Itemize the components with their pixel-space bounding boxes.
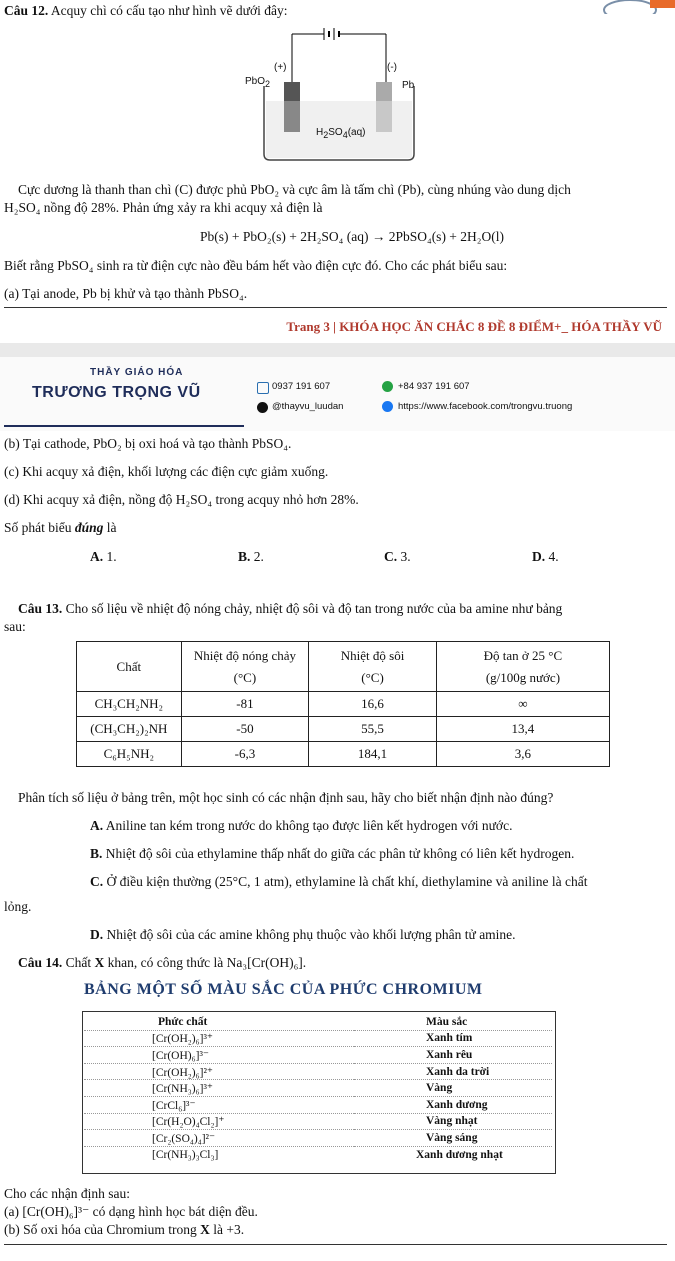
q14-table-title: BẢNG MỘT SỐ MÀU SẮC CỦA PHỨC CHROMIUM	[84, 981, 483, 998]
header-cell	[309, 642, 437, 692]
q14-stmt-b-b: là +3.	[213, 1222, 245, 1237]
q13-option-b[interactable]	[90, 845, 574, 862]
header-melting: Nhiệt độ nóng chảy	[193, 647, 297, 663]
electrolyte-label: $H_2SO_4(aq)$	[316, 127, 366, 140]
cell-melting: -81	[181, 692, 309, 717]
table-row	[77, 742, 610, 767]
teacher-small: THẦY GIÁO HÓA	[90, 367, 184, 378]
q12-heading: Câu 12.	[4, 3, 49, 18]
electrolyte-h: H	[316, 127, 324, 138]
page-footer: Trang 3 | KHÓA HỌC ĂN CHẮC 8 ĐỀ 8 ĐIỂM+_ HÓA THẦY VŨ	[286, 319, 662, 334]
q12-count-text: Số phát biểu	[4, 520, 72, 535]
q14-heading: Câu 14.	[18, 955, 63, 970]
q12-intro-text: Acquy chì có cấu tạo như hình vẽ dưới đây:	[50, 3, 288, 18]
table-row	[84, 1146, 552, 1162]
table-row	[77, 717, 610, 742]
cell-boiling: 55,5	[309, 717, 437, 742]
phone1: 0937 191 607	[272, 381, 331, 392]
q12-option-d[interactable]	[532, 548, 559, 565]
cell-solubility: 13,4	[436, 717, 609, 742]
q14-stmt-b-a: (b) Số oxi hóa của Chromium trong	[4, 1222, 197, 1237]
table-row	[84, 1047, 552, 1064]
q14-table	[84, 1014, 552, 1162]
header-cell	[436, 642, 609, 692]
q13-opt-d-label: D.	[90, 927, 104, 942]
header-underline	[4, 425, 244, 427]
corner-logo	[600, 0, 675, 14]
q13-opt-d-text: Nhiệt độ sôi của các amine không phụ thuộc vào khối lượng phân tử amine.	[106, 927, 516, 942]
table-row	[84, 1096, 552, 1113]
phone2: +84 937 191 607	[398, 381, 470, 392]
teacher-name: TRƯƠNG TRỌNG VŨ	[32, 384, 201, 401]
logo-graphic	[600, 0, 675, 14]
pb-label: Pb	[402, 80, 415, 91]
q13-intro1-text: Cho số liệu về nhiệt độ nóng chảy, nhiệt độ sôi và độ tan trong nước của ba amine như bảng	[65, 601, 563, 616]
facebook-icon	[382, 401, 393, 412]
q14-intro-a: Chất	[65, 955, 92, 970]
q12-desc1: Cực dương là thanh than chì (C) được phủ PbO₂ và cực âm là tấm chì (Pb), cùng nhúng vào dung dịch	[18, 182, 571, 197]
option-b-text: 2.	[253, 549, 264, 564]
q14-complex: [Cr(NH₃)₆]³⁺	[84, 1080, 354, 1097]
q14-intro-b: khan, có công thức là Na₃[Cr(OH)₆].	[107, 955, 307, 970]
option-c-text: 3.	[400, 549, 411, 564]
q14-color: Xanh tím	[354, 1030, 552, 1047]
q14-complex: [CrCl₆]³⁻	[84, 1096, 354, 1113]
q12-count-question	[4, 519, 117, 536]
table-row	[84, 1113, 552, 1130]
pbo2-label	[245, 76, 270, 87]
option-d-text: 4.	[548, 549, 559, 564]
q14-color: Xanh dương	[354, 1096, 552, 1113]
header-chat: Chất	[116, 658, 142, 674]
cell-compound: C₆H₅NH₂	[77, 742, 182, 767]
q14-stmt-b-x: X	[200, 1222, 210, 1237]
q13-table	[76, 641, 610, 767]
q14-col-complex: Phức chất	[84, 1014, 354, 1030]
facebook-link[interactable]: https://www.facebook.com/trongvu.truong	[398, 401, 573, 412]
q12-stmt-d: (d) Khi acquy xả điện, nồng độ H₂SO₄ trong acquy nhỏ hơn 28%.	[4, 492, 359, 507]
option-b-label: B.	[238, 549, 251, 564]
table-row	[77, 692, 610, 717]
q14-complex: [Cr₂(SO₄)₄]²⁻	[84, 1130, 354, 1147]
table-row	[84, 1080, 552, 1097]
q13-heading: Câu 13.	[18, 601, 63, 616]
q14-color: Vàng sáng	[354, 1130, 552, 1147]
q14-intro	[18, 954, 306, 971]
header-cell	[181, 642, 309, 692]
electrolyte-aq: (aq)	[347, 127, 366, 138]
q12-option-b[interactable]	[238, 548, 264, 565]
q13-opt-a-text: Aniline tan kém trong nước do không tạo được liên kết hydrogen với nước.	[105, 818, 513, 833]
header-melting-unit: (°C)	[233, 669, 257, 685]
cell-compound: (CH₃CH₂)₂NH	[77, 717, 182, 742]
q14-color: Vàng	[354, 1080, 552, 1097]
q14-col-color: Màu sắc	[354, 1014, 552, 1030]
q13-opt-c-text: Ở điều kiện thường (25°C, 1 atm), ethylamine là chất khí, diethylamine và aniline là chất	[106, 874, 588, 889]
cell-melting: -50	[181, 717, 309, 742]
whatsapp-icon	[382, 381, 393, 392]
tiktok-icon	[257, 402, 268, 413]
q12-stmt-b: (b) Tại cathode, PbO₂ bị oxi hoá và tạo thành PbSO₄.	[4, 436, 292, 451]
option-c-label: C.	[384, 549, 398, 564]
pbo2-text: PbO	[245, 76, 266, 87]
q14-complex: [Cr(H₂O)₄Cl₂]⁺	[84, 1113, 354, 1130]
q14-complex: [Cr(OH₂)₆]²⁺	[84, 1063, 354, 1080]
cell-compound: CH₃CH₂NH₂	[77, 692, 182, 717]
q14-complex: [Cr(OH₂)₆]³⁺	[84, 1030, 354, 1047]
footer-divider	[4, 307, 667, 308]
table-row	[84, 1130, 552, 1147]
battery-diagram	[240, 26, 430, 171]
electrolyte-so: SO	[328, 127, 343, 138]
table-row	[84, 1063, 552, 1080]
q13-question: Phân tích số liệu ở bảng trên, một học sinh có các nhận định sau, hãy cho biết nhận định nào đúng?	[18, 790, 554, 805]
q12-count-end: là	[106, 520, 117, 535]
q12-intro	[4, 2, 288, 19]
header-boiling-unit: (°C)	[361, 669, 384, 685]
q12-option-a[interactable]	[90, 548, 117, 565]
option-a-text: 1.	[106, 549, 117, 564]
q13-option-c-cont: lỏng.	[4, 899, 32, 914]
cell-solubility: ∞	[436, 692, 609, 717]
q12-stmt-a: (a) Tại anode, Pb bị khử và tạo thành PbSO₄.	[4, 286, 248, 301]
q14-color: Vàng nhạt	[354, 1113, 552, 1130]
q13-opt-c-label: C.	[90, 874, 104, 889]
tiktok-handle[interactable]: @thayvu_luudan	[272, 401, 344, 412]
header-solubility-unit: (g/100g nước)	[485, 669, 561, 685]
q13-intro2: sau:	[4, 619, 26, 634]
option-d-label: D.	[532, 549, 546, 564]
header-solubility: Độ tan ở 25 °C	[483, 647, 563, 663]
q14-color: Xanh rêu	[354, 1047, 552, 1064]
phone-icon	[257, 382, 269, 394]
q13-opt-a-label: A.	[90, 818, 104, 833]
q13-option-d[interactable]	[90, 926, 516, 943]
cell-solubility: 3,6	[436, 742, 609, 767]
minus-label: (-)	[387, 62, 397, 73]
q13-opt-b-text: Nhiệt độ sôi của ethylamine thấp nhất do giữa các phân tử không có liên kết hydrogen.	[105, 846, 575, 861]
q12-stmt-c: (c) Khi acquy xả điện, khối lượng các điện cực giảm xuống.	[4, 464, 329, 479]
q14-color: Xanh dương nhạt	[416, 1148, 503, 1161]
cell-boiling: 184,1	[309, 742, 437, 767]
q12-option-c[interactable]	[384, 548, 411, 565]
q12-desc3: Biết rằng PbSO₄ sinh ra từ điện cực nào đều bám hết vào điện cực đó. Cho các phát biểu sau:	[4, 258, 508, 273]
q14-intro-x: X	[94, 955, 105, 970]
header-boiling: Nhiệt độ sôi	[340, 647, 405, 663]
q12-desc2: H₂SO₄ nồng độ 28%. Phản ứng xảy ra khi acquy xả điện là	[4, 200, 323, 215]
q12-count-bold: đúng	[74, 520, 104, 535]
q13-intro1	[18, 600, 562, 617]
q12-equation: Pb(s) + PbO₂(s) + 2H₂SO₄ (aq) → 2PbSO₄(s) + 2H₂O(l)	[200, 229, 504, 244]
q13-table-header	[77, 642, 610, 692]
page-break	[0, 343, 675, 357]
plus-label: (+)	[274, 62, 287, 73]
cell-melting: -6,3	[181, 742, 309, 767]
q14-given: Cho các nhận định sau:	[4, 1186, 130, 1201]
q13-opt-b-label: B.	[90, 846, 103, 861]
q14-stmt-a: (a) [Cr(OH)₆]³⁻ có dạng hình học bát diện đều.	[4, 1204, 258, 1219]
bottom-divider	[4, 1244, 667, 1245]
q13-option-a[interactable]	[90, 817, 512, 834]
cell-boiling: 16,6	[309, 692, 437, 717]
q14-table-header	[84, 1014, 552, 1030]
q13-option-c[interactable]	[90, 873, 587, 890]
pbo2-sub: 2	[265, 79, 271, 89]
q14-complex: [Cr(NH₃)₃Cl₃]	[152, 1148, 219, 1161]
q14-complex: [Cr(OH)₆]³⁻	[84, 1047, 354, 1064]
table-row	[84, 1030, 552, 1047]
header-cell	[77, 642, 182, 692]
option-a-label: A.	[90, 549, 104, 564]
q14-color: Xanh da trời	[354, 1063, 552, 1080]
q14-stmt-b	[4, 1221, 244, 1238]
